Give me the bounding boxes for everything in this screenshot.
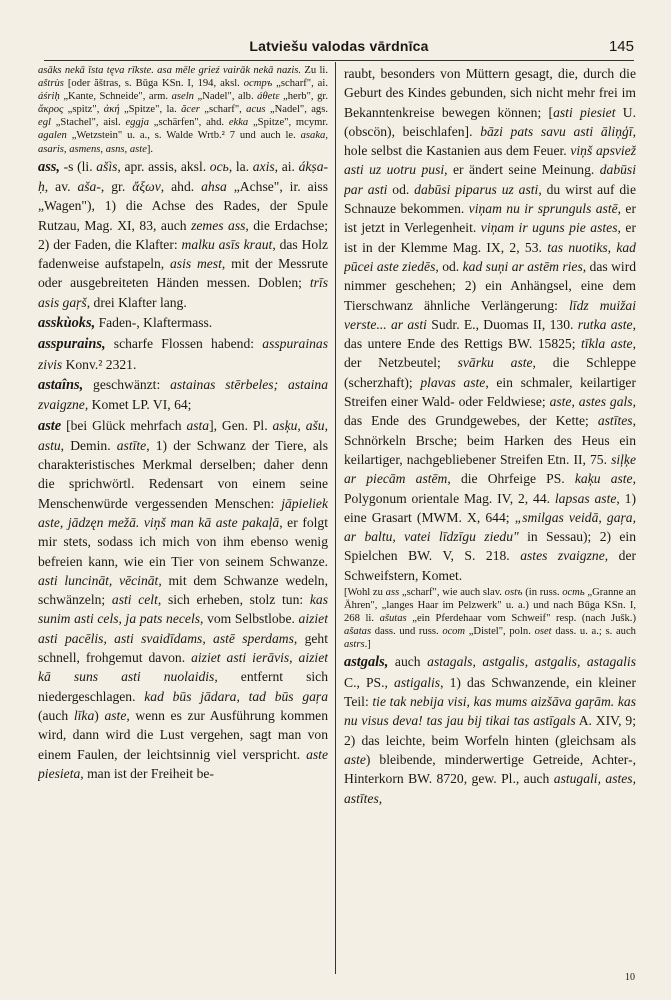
entry-text: raubt, besonders von Müttern gesagt, die, durch die Geburt des Kindes gebunden, sich nicht mehr frei im Bekanntenkreise bewegen können; [ bbox=[344, 66, 636, 120]
entry-text: in Sessau); 2) ein Spielchen BW. V, S. 218. bbox=[344, 529, 636, 564]
latvian-example: „smilgas veidā, gaŗa, ar baltu, vatei līdzīgu ziedu" bbox=[344, 509, 636, 545]
entry-text: , drei Klafter lang. bbox=[86, 294, 187, 310]
entry-text: ], Gen. Pl. bbox=[209, 417, 273, 433]
entry-text: geschwänzt: bbox=[83, 376, 171, 392]
latvian-example: ocь bbox=[209, 158, 229, 174]
latvian-example: kas sunim asti cels, ja pats necels bbox=[38, 592, 328, 627]
entry-text: [Wohl zu bbox=[344, 587, 386, 599]
entry-text: , die Ohrfeige PS. bbox=[447, 471, 575, 487]
dictionary-entry bbox=[38, 375, 328, 415]
page-title: Latviešu valodas vārdnīca bbox=[249, 38, 429, 54]
entry-text: dass. u. a.; s. auch bbox=[551, 626, 636, 638]
latvian-example: eggja bbox=[125, 117, 150, 129]
latvian-example: áśriḥ bbox=[38, 91, 60, 103]
entry-text: , av. bbox=[44, 178, 78, 194]
entry-text: „Nadel", ags. bbox=[265, 104, 328, 116]
entry-text: „herb", gr. bbox=[279, 91, 328, 103]
latvian-example: astigalis bbox=[394, 674, 441, 690]
entry-text: C., PS., bbox=[344, 674, 395, 690]
left-column bbox=[38, 64, 328, 784]
latvian-example: siļķe ar piecām astēm bbox=[344, 451, 636, 487]
latvian-example: asāks nekā īsta tęva rīkste. asa mēle grieź vairāk nekā nazis. bbox=[38, 65, 302, 76]
latvian-example: осот bbox=[442, 626, 466, 638]
entry-text: „Nadel", alb. bbox=[193, 91, 258, 103]
latvian-example: ἀκή bbox=[103, 104, 120, 116]
headword: asskùoks, bbox=[38, 315, 96, 332]
latvian-example: ákṣa-ḥ bbox=[38, 158, 328, 194]
entry-text: , gr. bbox=[100, 178, 133, 194]
entry-text: , sich erheben, stolz tun: bbox=[157, 592, 310, 608]
latvian-example: dabūsi par asti bbox=[344, 162, 636, 197]
latvian-example: asspurainas zivis bbox=[38, 336, 328, 372]
latvian-example: asti piesiet bbox=[553, 104, 616, 120]
latvian-example: aste bbox=[344, 751, 366, 767]
entry-text: „Spitze", la. bbox=[119, 104, 182, 116]
latvian-example: līdz muižai verste... ar asti bbox=[344, 297, 636, 332]
entry-text: , bbox=[378, 790, 383, 806]
entry-text: „Spitze", mcymr. bbox=[248, 117, 328, 129]
latvian-example: trīs asis gaŗš bbox=[38, 275, 328, 310]
entry-text: , ai. bbox=[274, 158, 299, 174]
entry-text: Sudr. E., Duomas II, 130. bbox=[426, 316, 578, 332]
entry-text: , die Schleppe (scherzhaft); bbox=[344, 355, 636, 390]
latvian-example: ἄκρος bbox=[38, 104, 64, 116]
latvian-example: asaka, asaris, asmens, asns, aste bbox=[38, 130, 328, 155]
column-divider bbox=[335, 62, 336, 974]
running-header bbox=[44, 38, 634, 58]
entry-text: ]. bbox=[146, 143, 154, 155]
entry-text: od. bbox=[387, 181, 415, 197]
entry-text: scharfe Flossen habend: bbox=[105, 336, 263, 352]
entry-text: , la. bbox=[228, 158, 253, 174]
entry-text: , die Erdachse; 2) der Faden, die Klafter: bbox=[38, 217, 328, 252]
latvian-example: aštrùs bbox=[38, 78, 64, 90]
entry-text: , das Ende des Grundgewebes, der Kette; bbox=[344, 394, 636, 429]
headword: aste bbox=[38, 417, 62, 434]
entry-text: , Komet LP. VI, 64; bbox=[84, 397, 192, 413]
latvian-example: ocmь bbox=[562, 587, 585, 599]
entry-text: [oder ăštras, s. Būga KSn. I, 194, aksl. bbox=[63, 78, 244, 90]
latvian-example: egl bbox=[38, 117, 51, 129]
etymology-note bbox=[38, 64, 328, 156]
latvian-example: asti luncināt, vēcināt bbox=[38, 572, 159, 588]
entry-text: „Kante, Schneide", arm. bbox=[59, 91, 172, 103]
headword: astgals, bbox=[344, 654, 389, 671]
latvian-example: astes zvaigzne bbox=[520, 548, 605, 564]
latvian-example: lapsas aste bbox=[554, 490, 617, 506]
latvian-example: astītes bbox=[597, 413, 633, 429]
entry-text: , ahd. bbox=[160, 178, 202, 194]
right-column bbox=[344, 64, 636, 809]
entry-text: , apr. assis, aksl. bbox=[117, 158, 210, 174]
entry-text: „scharf", bbox=[199, 104, 247, 116]
entry-text: auch bbox=[388, 654, 428, 670]
latvian-example: dabūsi piparus uz asti bbox=[414, 181, 539, 197]
entry-text: .] bbox=[364, 639, 371, 651]
entry-text: , das wird nimmer geschehen; 2) ein Anhängsel, eine dem Tierschwanz ähnliche Verlängerung: bbox=[344, 258, 636, 313]
entry-text: -s (li. bbox=[60, 158, 97, 174]
latvian-example: svārku aste bbox=[457, 355, 533, 371]
latvian-example: aša- bbox=[77, 178, 101, 194]
latvian-example: astainas stērbeles; astaina zvaigzne bbox=[38, 376, 328, 413]
entry-text: , 1) der Schwanz der Tiere, als charakteristisches Merkmal derselben; daher denn die sprichwörtl. Redensart von einem seine Menschenwürde vergessenden Menschen: bbox=[38, 437, 328, 511]
headword: astaîns, bbox=[38, 376, 84, 393]
latvian-example: viņam nu ir sprunguls astē bbox=[468, 201, 618, 217]
entry-text: , er folgt mir stets, sodass ich mich von ihm ebenso wenig befreien kann, wie ein Tier von seinem Schwanze. bbox=[38, 515, 328, 569]
page-number: 145 bbox=[608, 38, 634, 55]
latvian-example: aiziet asti ierāvis, aiziet kā suns asti nuolaidis bbox=[38, 650, 328, 685]
latvian-example: ahsa bbox=[201, 178, 227, 194]
dictionary-entry bbox=[38, 334, 328, 374]
etymology-note bbox=[344, 586, 636, 651]
entry-text: , wenn es zur Ausführung kommen wird, dann wird die Lust vergehen, sagt man von einem Faulen, der leichtsinnig viel verspricht. bbox=[38, 707, 328, 762]
latvian-example: astugali, astes, astītes bbox=[344, 771, 636, 806]
entry-text: , Polygonum orientale Mag. IV, 2, 44. bbox=[344, 471, 636, 506]
latvian-example: ass bbox=[385, 587, 400, 599]
latvian-example: asķu, ašu, astu bbox=[38, 417, 328, 453]
latvian-example: aste bbox=[104, 707, 127, 723]
latvian-example: kad būs jādara, tad būs gaŗa bbox=[144, 688, 328, 704]
latvian-example: áθetε bbox=[257, 91, 280, 103]
latvian-example: agalen bbox=[38, 130, 67, 142]
latvian-example: ăcer bbox=[181, 104, 200, 116]
dictionary-entry bbox=[38, 313, 328, 333]
latvian-example: asti celt bbox=[111, 592, 158, 608]
entry-text: , Demin. bbox=[60, 437, 117, 453]
entry-text: , ein schmaler, keilartiger Streifen einer Wald- oder Feldwiese; bbox=[344, 374, 636, 410]
entry-text: „Stachel", aisl. bbox=[50, 117, 126, 129]
printer-signature: 10 bbox=[625, 972, 635, 983]
latvian-example: aste piesieta bbox=[38, 746, 328, 781]
entry-text: , man ist der Freiheit be- bbox=[80, 765, 214, 781]
latvian-example: tie tak nebija visi, kas mums aizšāva gaŗām. kas nu visus deva! tas jau bij tikai tas astīgals bbox=[344, 694, 636, 729]
entry-text: „Wetzstein" u. a., s. Walde Wrtb.² 7 und auch le. bbox=[66, 130, 301, 142]
latvian-example: acus bbox=[246, 104, 266, 116]
entry-text: (in russ. bbox=[522, 587, 563, 599]
headword: asspurains, bbox=[38, 336, 106, 353]
entry-text: , das untere Ende des Rettigs BW. 15825; bbox=[344, 316, 636, 352]
entry-text: „Distel", poln. bbox=[465, 626, 535, 638]
entry-text: Konv.² 2321. bbox=[62, 356, 137, 372]
latvian-example: astīte bbox=[116, 437, 147, 453]
entry-text: „Granne an Ähren", „langes Haar im Pelzwerk" u. a.) und nach Būga KSn. I, 268 li. bbox=[344, 587, 636, 625]
latvian-example: asta bbox=[186, 417, 210, 433]
entry-text: , geht schnell, frohgemut davon. bbox=[38, 630, 328, 666]
latvian-example: tīkla aste bbox=[581, 336, 633, 352]
latvian-example: ašutas bbox=[379, 613, 407, 625]
latvian-example: viņam ir uguns pie astes bbox=[480, 220, 618, 236]
latvian-example: asis mest bbox=[170, 256, 222, 272]
latvian-example: malku asīs kraut bbox=[181, 236, 273, 252]
entry-text: , er ist jetzt in Verlegenheit. bbox=[344, 201, 636, 236]
latvian-example: bāzi pats savu asti āliņģī bbox=[480, 123, 633, 139]
entry-text: , mit der Messrute oder ausgebreiteten Händen messen. Doblen; bbox=[38, 256, 328, 291]
latvian-example: kad suņi ar astēm ries bbox=[462, 258, 583, 274]
entry-text: , das Holz fadenweise aufstapeln, bbox=[38, 236, 328, 272]
entry-text: , er ändert seine Meinung. bbox=[444, 162, 600, 178]
entry-text: , der Netzbeutel; bbox=[344, 336, 636, 371]
entry-text: , 1) das Schwanzende, ein kleiner Teil: bbox=[344, 674, 636, 710]
latvian-example: aseln bbox=[171, 91, 194, 103]
latvian-example: ocmpъ bbox=[243, 78, 273, 90]
entry-text: ) bbox=[94, 707, 105, 723]
latvian-example: ostъ bbox=[504, 587, 523, 599]
latvian-example: jāpieliek aste, jādzęn mežā. viņš man kā aste pakaļā bbox=[38, 495, 328, 530]
latvian-example: ἄξων bbox=[132, 178, 161, 194]
entry-text: „schärfen", ahd. bbox=[149, 117, 229, 129]
latvian-example: oset bbox=[534, 626, 552, 638]
dictionary-entry bbox=[38, 157, 328, 312]
entry-text: , der Schweifstern, Komet. bbox=[344, 548, 636, 583]
latvian-example: plavas aste bbox=[420, 374, 486, 390]
entry-text: Zu li. bbox=[301, 65, 328, 76]
entry-text: , od. bbox=[435, 258, 463, 274]
entry-text: (auch bbox=[38, 707, 74, 723]
entry-text: „Achse", ir. aiss „Wagen"), 1) die Achse des Rades, der Spule Rutzau, Mag. XI, 83, auch bbox=[38, 178, 328, 233]
entry-text: , hole selbst die Kastanien aus dem Feuer. bbox=[344, 123, 636, 159]
entry-text: U. (obscön), beischlafen]. bbox=[344, 104, 636, 139]
entry-text: „ein Pferdehaar vom Schweif" resp. (nach Jušk.) bbox=[406, 613, 636, 625]
entry-text: Faden-, Klaftermass. bbox=[95, 315, 213, 331]
entry-text: , du wirst auf die Schnauze bekommen. bbox=[344, 181, 636, 217]
entry-text: ) bleibende, minderwertige Getreide, Achter-, Hinterkorn BW. 8720, gew. Pl., auch bbox=[344, 751, 636, 787]
latvian-example: aste, astes gals bbox=[549, 394, 633, 410]
latvian-example: rutka aste bbox=[577, 316, 633, 332]
entry-text: , er ist in der Klemme Mag. IX, 2, 53. bbox=[344, 220, 636, 255]
dictionary-entry bbox=[38, 416, 328, 784]
entry-text: [bei Glück mehrfach bbox=[61, 417, 187, 433]
entry-text: , 1) eine Grasart (MWM. X, 644; bbox=[344, 490, 636, 525]
entry-text: , mit dem Schwanze wedeln, schwänzeln; bbox=[38, 572, 328, 608]
latvian-example: astagals, astgalis, astgalis, astagalis bbox=[427, 654, 636, 670]
latvian-example: ašatas bbox=[344, 626, 372, 638]
headword: ass, bbox=[38, 158, 60, 175]
latvian-example: tas nuotiks, kad pūcei aste ziedēs bbox=[344, 239, 636, 274]
latvian-example: ekka bbox=[228, 117, 249, 129]
entry-text: dass. und russ. bbox=[371, 626, 443, 638]
latvian-example: līka bbox=[73, 707, 95, 723]
latvian-example: axis bbox=[252, 158, 275, 174]
latvian-example: aiziet asti pacēlis, asti svaidīdams, astē sperdams bbox=[38, 611, 328, 646]
dictionary-entry bbox=[344, 652, 636, 807]
entry-text: , entfernt sich niedergeschlagen. bbox=[38, 669, 328, 704]
latvian-example: astrs bbox=[344, 639, 365, 651]
dictionary-entry bbox=[344, 64, 636, 585]
latvian-example: viņš apsviež asti uz uotru pusi bbox=[344, 143, 636, 178]
entry-text: , Schnörkeln Brsche; beim Harken des Heus ein keilartiger, nachgebliebener Streifen Etn. II, 75. bbox=[344, 413, 636, 467]
entry-text: „scharf", wie auch slav. bbox=[399, 587, 505, 599]
latvian-example: kaķu aste bbox=[574, 471, 633, 487]
latvian-example: zemes ass bbox=[191, 217, 246, 233]
entry-text: „scharf", ai. bbox=[272, 78, 328, 90]
header-rule bbox=[44, 60, 634, 61]
latvian-example: ašìs bbox=[96, 158, 118, 174]
entry-text: , vom Selbstlobe. bbox=[200, 611, 299, 627]
entry-text: A. XIV, 9; 2) das leichte, beim Worfeln hinten (gleichsam als bbox=[344, 713, 636, 748]
entry-text: „spitz", bbox=[63, 104, 104, 116]
